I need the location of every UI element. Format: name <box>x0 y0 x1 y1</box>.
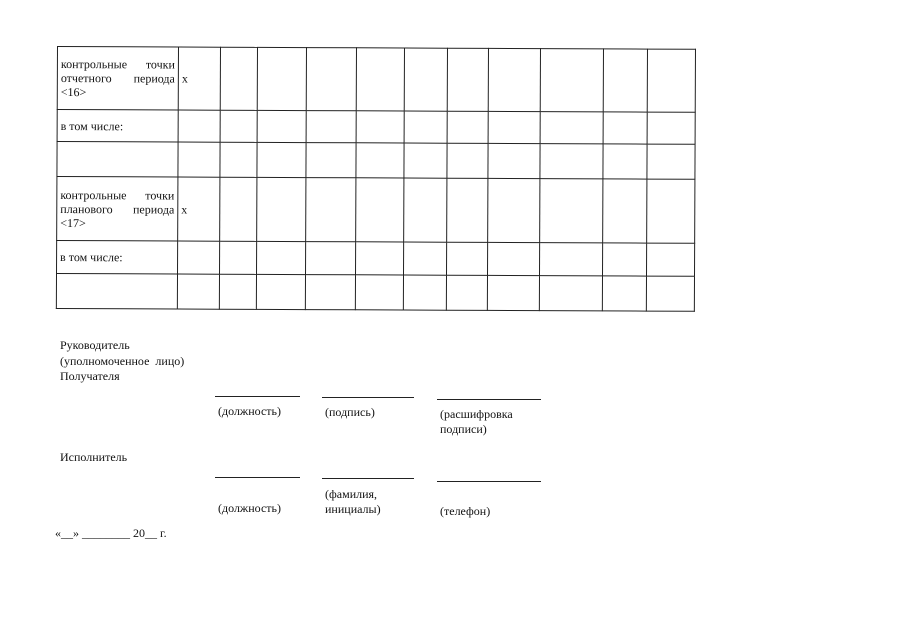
head-decoding-caption-line2: подписи) <box>440 422 487 436</box>
empty-cell <box>256 274 305 309</box>
table-row <box>57 142 695 180</box>
empty-cell <box>488 242 540 275</box>
empty-cell <box>220 241 257 274</box>
executor-phone-caption: (телефон) <box>440 504 491 518</box>
empty-cell <box>306 242 356 275</box>
empty-cell <box>356 48 404 111</box>
empty-cell <box>306 178 356 242</box>
row-label-cell: контрольные точки планового периода <17> <box>57 177 178 242</box>
row-mark-cell <box>178 241 220 274</box>
executor-phone-line <box>437 481 541 482</box>
empty-cell <box>257 241 306 274</box>
head-label-line3: Получателя <box>60 369 120 383</box>
empty-cell <box>257 110 306 142</box>
empty-cell <box>539 276 602 311</box>
empty-cell <box>404 178 447 242</box>
row-label-cell <box>56 274 177 310</box>
executor-label: Исполнитель <box>60 450 128 464</box>
row-label-cell: контрольные точки отчетного периода <16> <box>57 47 178 111</box>
empty-cell <box>646 276 694 311</box>
empty-cell <box>306 111 356 143</box>
empty-cell <box>446 275 487 310</box>
executor-name-caption-line2: инициалы) <box>325 502 381 516</box>
row-mark-cell: x <box>178 47 220 110</box>
head-position-line <box>215 396 300 397</box>
empty-cell <box>305 275 355 310</box>
row-mark-cell: x <box>178 177 220 241</box>
empty-cell <box>356 242 404 275</box>
empty-cell <box>540 179 603 243</box>
head-decoding-caption-line1: (расшифровка <box>440 407 513 421</box>
empty-cell <box>488 143 540 178</box>
empty-cell <box>220 142 257 177</box>
empty-cell <box>540 243 603 276</box>
empty-cell <box>404 48 447 111</box>
table-row <box>57 47 695 113</box>
row-label-cell: в том числе: <box>57 110 178 143</box>
row-mark-cell <box>177 274 219 309</box>
empty-cell <box>220 177 257 241</box>
empty-cell <box>603 243 647 276</box>
empty-cell <box>220 110 257 142</box>
executor-name-line <box>322 478 414 479</box>
row-label-cell: в том числе: <box>57 241 178 275</box>
empty-cell <box>306 48 356 111</box>
empty-cell <box>602 276 646 311</box>
control-points-table <box>56 46 696 312</box>
empty-cell <box>404 242 447 275</box>
empty-cell <box>603 144 647 179</box>
empty-cell <box>647 49 695 112</box>
empty-cell <box>220 47 257 110</box>
empty-cell <box>603 179 647 243</box>
table-row <box>57 177 695 244</box>
empty-cell <box>447 111 488 143</box>
head-position-caption: (должность) <box>218 404 281 418</box>
empty-cell <box>356 143 404 178</box>
executor-position-caption: (должность) <box>218 501 281 515</box>
empty-cell <box>603 49 647 112</box>
empty-cell <box>219 274 256 309</box>
date-line: «__» ________ 20__ г. <box>55 526 167 540</box>
table-row <box>57 110 695 145</box>
empty-cell <box>447 242 488 275</box>
table-row <box>56 274 694 312</box>
empty-cell <box>540 112 603 144</box>
empty-cell <box>647 179 695 243</box>
empty-cell <box>488 178 540 242</box>
empty-cell <box>488 48 540 111</box>
empty-cell <box>647 112 695 144</box>
head-label-line1: Руководитель <box>60 338 130 352</box>
empty-cell <box>447 48 488 111</box>
empty-cell <box>404 143 447 178</box>
executor-position-line <box>215 477 300 478</box>
empty-cell <box>257 142 306 177</box>
empty-cell <box>647 144 695 179</box>
empty-cell <box>603 112 647 144</box>
empty-cell <box>404 111 447 143</box>
empty-cell <box>487 275 539 310</box>
empty-cell <box>447 143 488 178</box>
row-mark-cell <box>178 110 220 142</box>
empty-cell <box>540 49 603 112</box>
row-label-cell <box>57 142 178 178</box>
head-decoding-line <box>437 399 541 400</box>
empty-cell <box>403 275 446 310</box>
executor-name-caption-line1: (фамилия, <box>325 487 378 501</box>
empty-cell <box>356 178 404 242</box>
row-mark-cell <box>178 142 220 177</box>
empty-cell <box>447 178 488 242</box>
empty-cell <box>306 143 356 178</box>
table-row <box>57 241 695 277</box>
head-signature-caption: (подпись) <box>325 405 375 419</box>
empty-cell <box>488 111 540 143</box>
head-signature-line <box>322 397 414 398</box>
empty-cell <box>257 47 306 110</box>
empty-cell <box>356 111 404 143</box>
empty-cell <box>257 177 306 241</box>
empty-cell <box>355 275 403 310</box>
empty-cell <box>647 243 695 276</box>
head-label-line2: (уполномоченное лицо) <box>60 354 185 368</box>
empty-cell <box>540 144 603 179</box>
